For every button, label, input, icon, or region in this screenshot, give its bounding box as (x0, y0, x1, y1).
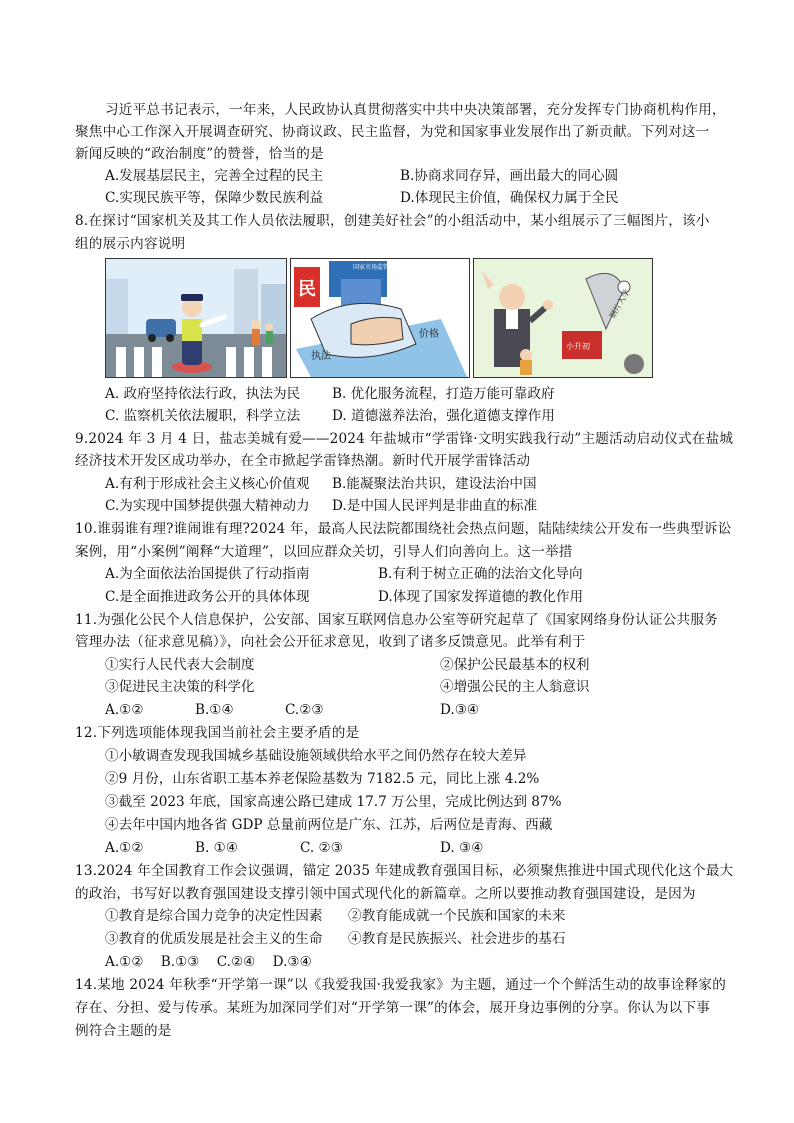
q7-option-d: D.体现民主价值，确保权力属于全民 (400, 190, 619, 206)
q12-item-3: ③截至 2023 年底，国家高速公路已建成 17.7 万公里，完成比例达到 87% (105, 794, 562, 810)
enforce-label: 执法 (311, 351, 331, 362)
q12-option-d: D. ③④ (440, 840, 484, 856)
q11-stem-line-1: 11.为强化公民个人信息保护，公安部、国家互联网信息办公室等研究起草了《国家网络身份认证公共服务 (75, 612, 718, 628)
q13-stem-line-1: 13.2024 年全国教育工作会议强调，锚定 2035 年建成教育强国目标，必须聚焦推进中国式现代化这个最大 (75, 863, 734, 879)
q8-option-d: D. 道德滋养法治，强化道德支撑作用 (332, 408, 555, 424)
q13-options: A.①② B.①③ C.②④ D.③④ (105, 954, 312, 970)
q11-option-a: A.①② (105, 702, 144, 718)
q11-item-3: ③促进民主决策的科学化 (105, 679, 255, 695)
blade-label: 钢片入学 (607, 287, 632, 320)
q11-option-d: D.③④ (440, 702, 480, 718)
q9-option-d: D.是中国人民评判是非曲直的标准 (332, 498, 538, 514)
q10-option-b: B.有利于树立正确的法治文化导向 (378, 566, 583, 582)
agency-sign: 国家市场监管总局 (353, 264, 402, 271)
q9-option-a: A.有利于形成社会主义核心价值观 (105, 476, 310, 492)
q10-option-a: A.为全面依法治国提供了行动指南 (105, 566, 310, 582)
q7-stem-line-1: 习近平总书记表示，一年来，人民政协认真贯彻落实中共中央决策部署，充分发挥专门协商机构作用， (105, 102, 726, 118)
book-title: 小升初 (566, 342, 590, 351)
q9-stem-line-1: 9.2024 年 3 月 4 日，盐志美城有爱——2024 年盐城市“学雷锋·文明实践我行动”主题活动启动仪式在盐城 (75, 431, 734, 447)
stamp-char: 民 (298, 279, 316, 300)
anti-bribery-cartoon (473, 258, 653, 378)
q11-item-2: ②保护公民最基本的权利 (440, 657, 590, 673)
q7-stem-line-2: 聚焦中心工作深入开展调查研究、协商议政、民主监督，为党和国家事业发展作出了新贡献。下列对这一 (75, 124, 710, 140)
q12-stem: 12.下列选项能体现我国当前社会主要矛盾的是 (75, 725, 360, 741)
q8-option-a: A. 政府坚持依法行政，执法为民 (105, 386, 301, 402)
q7-option-a: A.发展基层民主，完善全过程的民主 (105, 168, 324, 184)
q11-item-1: ①实行人民代表大会制度 (105, 657, 255, 673)
q13-stem-line-2: 的政治，书写好以教育强国建设支撑引领中国式现代化的新篇章。之所以要推动教育强国建设，是因为 (75, 886, 696, 902)
q13-item-4: ④教育是民族振兴、社会进步的基石 (348, 931, 566, 947)
q11-item-4: ④增强公民的主人翁意识 (440, 679, 590, 695)
q9-option-b: B.能凝聚法治共识，建设法治中国 (332, 476, 537, 492)
q11-option-c: C.②③ (285, 702, 324, 718)
q10-stem-line-1: 10.谁弱谁有理?谁闹谁有理?2024 年，最高人民法院都围绕社会热点问题，陆陆续续公开发布一些典型诉讼 (75, 521, 732, 537)
q12-option-b: B. ①④ (195, 840, 239, 856)
q12-option-c: C. ②③ (300, 840, 343, 856)
q7-option-c: C.实现民族平等，保障少数民族利益 (105, 190, 324, 206)
q9-option-c: C.为实现中国梦提供强大精神动力 (105, 498, 310, 514)
q10-stem-line-2: 案例，用“小案例”阐释“大道理”，以回应群众关切，引导人们向善向上。这一举措 (75, 544, 573, 560)
q13-item-3: ③教育的优质发展是社会主义的生命 (105, 931, 323, 947)
enforcement-stamp-cartoon (290, 258, 470, 378)
q12-item-1: ①小敏调查发现我国城乡基础设施领域供给水平之间仍然存在较大差异 (105, 748, 527, 764)
q10-option-c: C.是全面推进政务公开的具体体现 (105, 589, 310, 605)
traffic-police-cartoon (105, 258, 287, 378)
q11-option-b: B.①④ (195, 702, 234, 718)
price-label: 价格 (419, 329, 439, 340)
q8-option-c: C. 监察机关依法履职，科学立法 (105, 408, 301, 424)
q12-item-2: ②9 月份，山东省职工基本养老保险基数为 7182.5 元，同比上涨 4.2% (105, 771, 540, 787)
q12-item-4: ④去年中国内地各省 GDP 总量前两位是广东、江苏，后两位是青海、西藏 (105, 817, 553, 833)
q8-stem-line-2: 组的展示内容说明 (75, 236, 186, 252)
q7-stem-line-3: 新闻反映的“政治制度”的赞誉，恰当的是 (75, 146, 324, 162)
q13-item-1: ①教育是综合国力竞争的决定性因素 (105, 908, 323, 924)
q14-stem-line-1: 14.某地 2024 年秋季“开学第一课”以《我爱我国·我爱我家》为主题，通过一个个鲜活生动的故事诠释家的 (75, 977, 727, 993)
q8-option-b: B. 优化服务流程，打造万能可靠政府 (332, 386, 555, 402)
q14-stem-line-3: 例符合主题的是 (75, 1023, 172, 1039)
q11-stem-line-2: 管理办法（征求意见稿）》，向社会公开征求意见，收到了诸多反馈意见。此举有利于 (75, 634, 586, 650)
q10-option-d: D.体现了国家发挥道德的教化作用 (378, 589, 584, 605)
q7-option-b: B.协商求同存异，画出最大的同心圆 (400, 168, 619, 184)
q8-figures (105, 258, 653, 380)
q14-stem-line-2: 存在、分担、爱与传承。某班为加深同学们对“开学第一课”的体会，展开身边事例的分享。你认为以下事 (75, 1000, 711, 1016)
q8-stem-line-1: 8.在探讨“国家机关及其工作人员依法履职，创建美好社会”的小组活动中，某小组展示了三幅图片，该小 (75, 213, 710, 229)
q12-option-a: A.①② (105, 840, 144, 856)
q13-item-2: ②教育能成就一个民族和国家的未来 (348, 908, 566, 924)
q9-stem-line-2: 经济技术开发区成功举办，在全市掀起学雷锋热潮。新时代开展学雷锋活动 (75, 453, 531, 469)
